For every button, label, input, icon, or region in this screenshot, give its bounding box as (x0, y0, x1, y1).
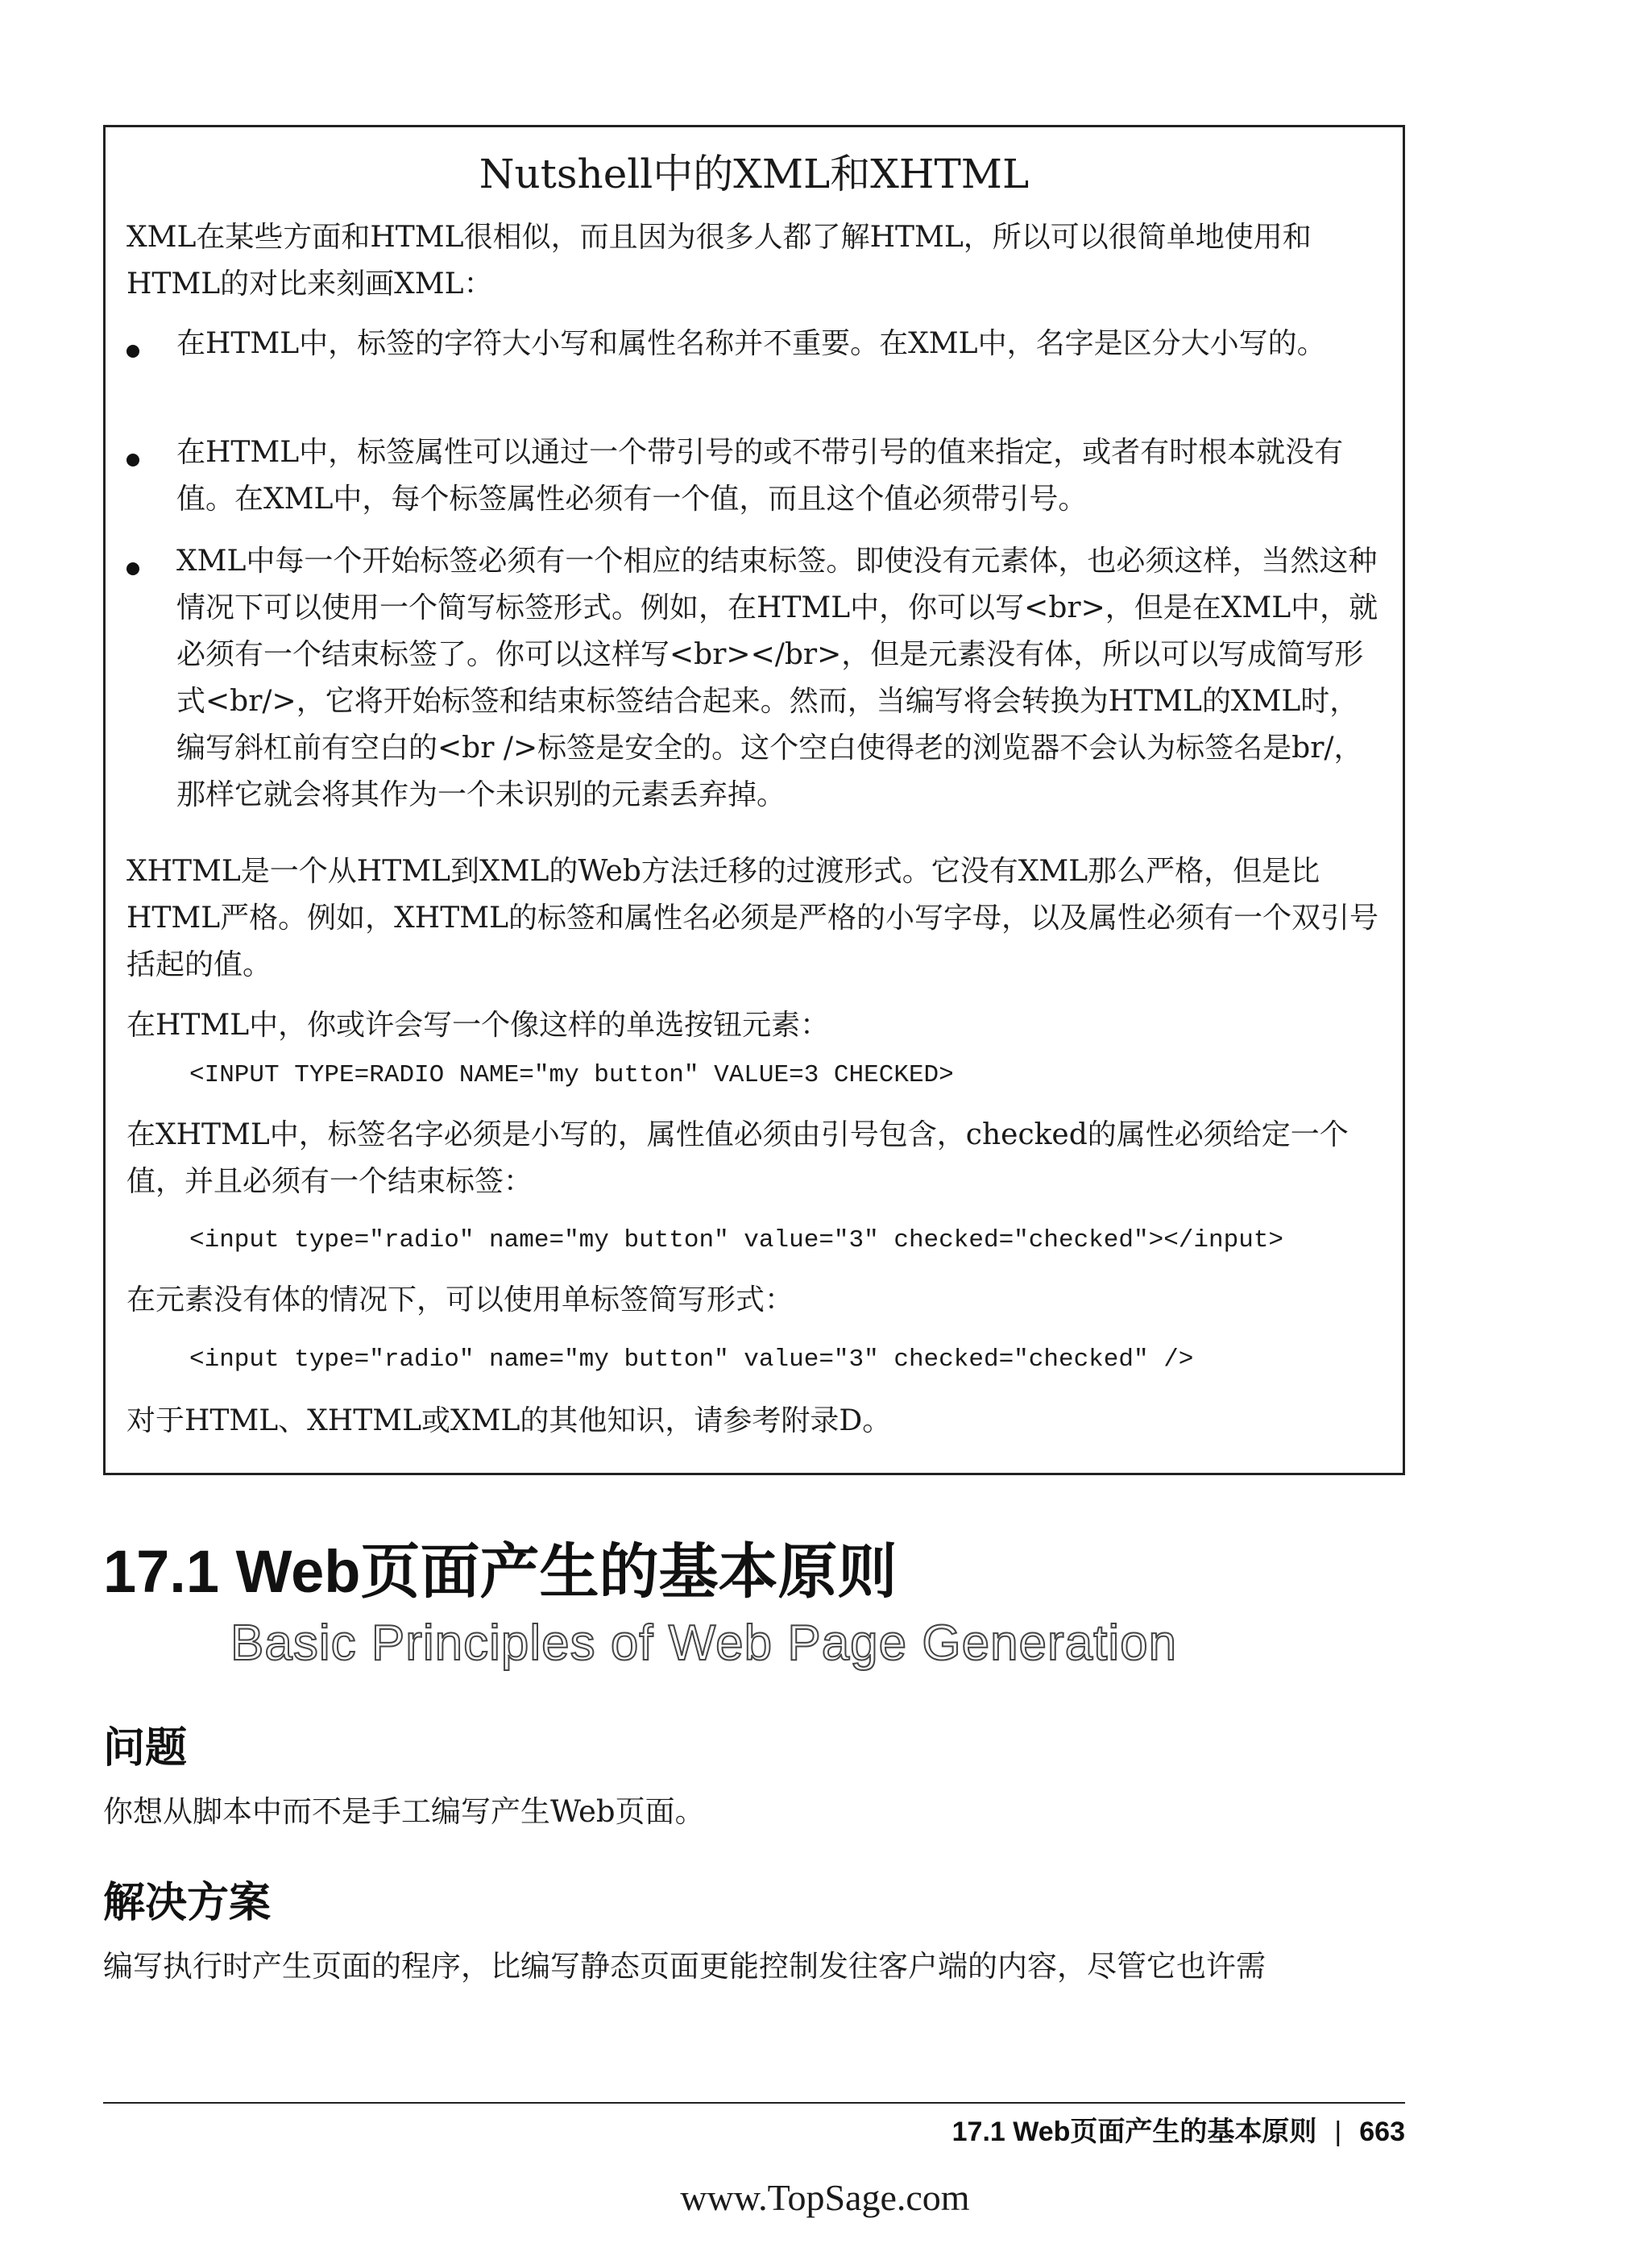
page-number: 663 (1359, 2117, 1405, 2147)
sidebar-intro: XML在某些方面和HTML很相似，而且因为很多人都了解HTML，所以可以很简单地使用和HTML的对比来刻画XML： (126, 221, 1312, 301)
solution-heading: 解决方案 (103, 1880, 272, 1926)
xhtml-radio-intro: 在XHTML中，标签名字必须是小写的，属性值必须由引号包含，checked的属性必须给定一个值，并且必须有一个结束标签： (126, 1118, 1349, 1198)
appendix-reference: 对于HTML、XHTML或XML的其他知识，请参考附录D。 (126, 1404, 892, 1437)
solution-text: 编写执行时产生页面的程序，比编写静态页面更能控制发往客户端的内容，尽管它也许需 (103, 1949, 1266, 1984)
bullet-marker (126, 562, 139, 575)
running-footer (952, 2114, 1405, 2150)
section-heading: 17.1 Web页面产生的基本原则 (103, 1538, 898, 1605)
html-radio-intro: 在HTML中，你或许会写一个像这样的单选按钮元素： (126, 1009, 830, 1042)
problem-text: 你想从脚本中而不是手工编写产生Web页面。 (103, 1794, 705, 1829)
code-short-form: <input type="radio" name="my button" value="3" checked="checked" /> (189, 1345, 1194, 1374)
code-xhtml-radio: <input type="radio" name="my button" value="3" checked="checked"></input> (189, 1226, 1284, 1254)
bullet-item-3: XML中每一个开始标签必须有一个相应的结束标签。即使没有元素体，也必须这样，当然这种情况下可以使用一个简写标签形式。例如，在HTML中，你可以写<br>，但是在XML中，就必须有一个结束标签了。你可以这样写<br></br>，但是元素没有体，所以可以写成简写形式<br/>，它将开始标签和结束标签结合起来。然而，当编写将会转换为HTML的XML时，编写斜杠前有空白的<br />标签是安全的。这个空白使得老的浏览器不会认为标签名是br/，那样它就会将其作为一个未识别的元素丢弃掉。 (176, 545, 1378, 811)
section-subheading: Basic Principles of Web Page Generation (230, 1615, 1178, 1671)
running-title: 17.1 Web页面产生的基本原则 (951, 2117, 1317, 2147)
sidebar-title: Nutshell中的XML和XHTML (479, 151, 1030, 197)
bullet-marker (126, 454, 139, 466)
short-form-intro: 在元素没有体的情况下，可以使用单标签简写形式： (126, 1283, 794, 1316)
code-html-radio: <INPUT TYPE=RADIO NAME="my button" VALUE=3 CHECKED> (189, 1061, 954, 1089)
sidebar-box (103, 125, 1405, 1475)
bullet-marker (126, 345, 139, 358)
website-watermark: www.TopSage.com (680, 2177, 970, 2218)
footer-divider (103, 2102, 1405, 2104)
footer-separator: | (1334, 2117, 1342, 2147)
problem-heading: 问题 (103, 1725, 188, 1772)
bullet-item-1: 在HTML中，标签的字符大小写和属性名称并不重要。在XML中，名字是区分大小写的。 (176, 327, 1326, 360)
bullet-item-2: 在HTML中，标签属性可以通过一个带引号的或不带引号的值来指定，或者有时根本就没有值。在XML中，每个标签属性必须有一个值，而且这个值必须带引号。 (176, 436, 1344, 516)
xhtml-paragraph: XHTML是一个从HTML到XML的Web方法迁移的过渡形式。它没有XML那么严格，但是比HTML严格。例如，XHTML的标签和属性名必须是严格的小写字母，以及属性必须有一个双引号括起的值。 (126, 855, 1378, 981)
